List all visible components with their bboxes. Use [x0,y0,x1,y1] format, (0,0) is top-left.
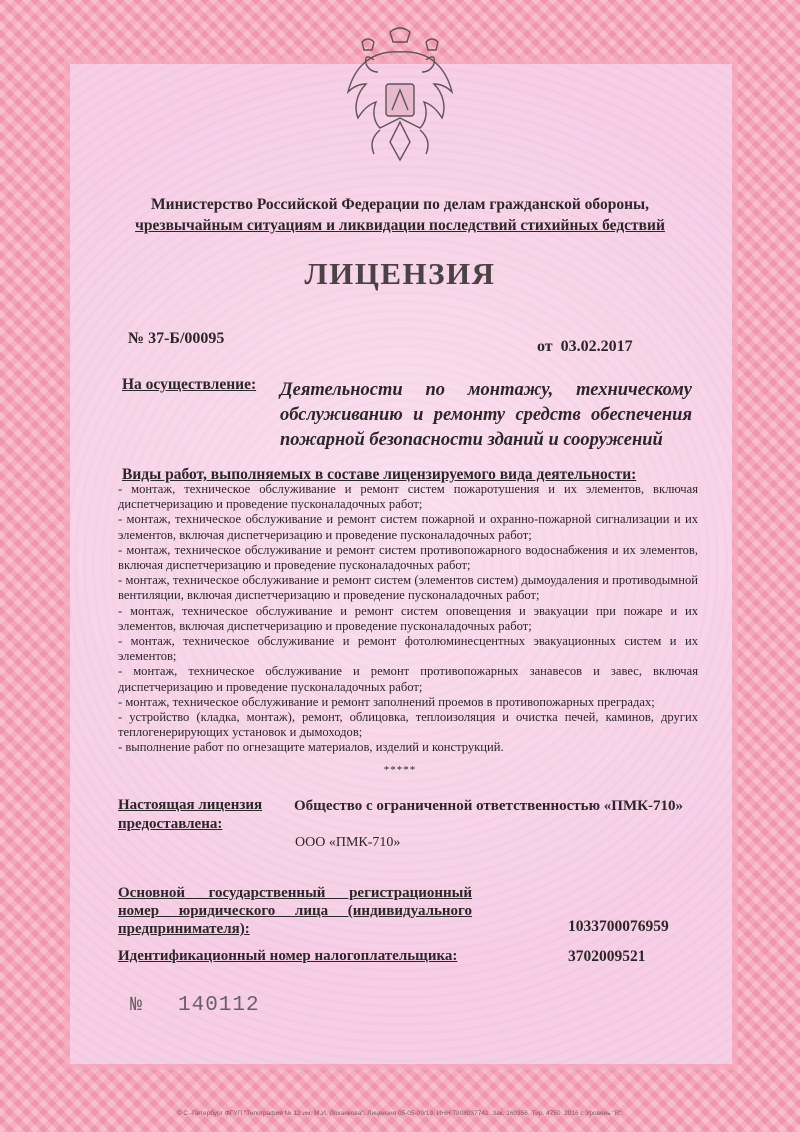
inn-value: 3702009521 [568,948,646,965]
list-item: - устройство (кладка, монтаж), ремонт, облицовка, теплоизоляция и очистка печей, каминов, других теплогенерирующих установок и дымоходов; [118,710,698,740]
activity-description: Деятельности по монтажу, техническому обслуживанию и ремонту средств обеспечения пожарной безопасности зданий и сооружений [280,380,692,450]
blank-serial-number: 140112 [178,994,260,1017]
issuing-authority [120,194,680,236]
ministry-line-2: чрезвычайным ситуациям и ликвидации последствий стихийных бедствий [135,217,665,234]
list-item: - монтаж, техническое обслуживание и ремонт фотолюминесцентных эвакуационных систем и их элементов; [118,634,698,664]
list-item: - монтаж, техническое обслуживание и ремонт систем противопожарного водоснабжения и их элементов, включая диспетчеризацию и проведение пусконаладочных работ; [118,542,698,573]
section-separator: ***** [383,764,417,776]
list-item: - монтаж, техническое обслуживание и ремонт систем пожаротушения и их элементов, включая диспетчеризацию и проведение пусконаладочных работ; [118,482,698,512]
inn-label: Идентификационный номер налогоплательщика: [118,948,458,964]
grantee-short-name: ООО «ПМК-710» [295,835,401,850]
grantee-full-name: Общество с ограниченной ответственностью «ПМК-710» [294,798,684,814]
list-item: - монтаж, техническое обслуживание и ремонт систем пожарной и охранно-пожарной сигнализации и их элементов, включая диспетчеризацию и проведение пусконаладочных работ; [118,512,698,542]
license-date-prefix: от [537,338,553,355]
ogrn-value: 1033700076959 [568,918,669,935]
works-heading: Виды работ, выполняемых в составе лицензируемого вида деятельности: [122,466,637,483]
list-item: - монтаж, техническое обслуживание и ремонт заполнений проемов в противопожарных преградах; [118,694,655,709]
works-list [118,482,698,756]
license-date-value: 03.02.2017 [560,338,633,355]
activity-label: На осуществление: [122,376,257,393]
list-item: - монтаж, техническое обслуживание и ремонт противопожарных занавесов и завес, включая диспетчеризацию и проведение пусконаладочных работ; [118,664,698,694]
printer-imprint: © С.-Петербург ФГУП "Типография № 12 им. М.И. Лоханкова". Лицензия 05-05-09/19. ИНН 7808037741. Зак. 160356. Тир. 4750. 2016 г. Уровень "В". [176,1110,624,1117]
list-item: - монтаж, техническое обслуживание и ремонт систем (элементов систем) дымоудаления и противодымной вентиляции, включая диспетчеризацию и проведение пусконаладочных работ; [118,573,698,603]
license-number: № 37-Б/00095 [128,330,225,347]
list-item: - выполнение работ по огнезащите материалов, изделий и конструкций. [118,740,504,755]
license-date [537,338,633,356]
grantee-label: Настоящая лицензия предоставлена: [118,797,263,832]
coat-of-arms-emblem-icon [340,22,460,172]
list-item: - монтаж, техническое обслуживание и ремонт систем оповещения и эвакуации при пожаре и их элементов, включая диспетчеризацию и проведение пусконаладочных работ; [118,603,698,633]
ogrn-label: Основной государственный регистрационный номер юридического лица (индивидуального предпринимателя): [118,885,472,937]
blank-number-sign: № [130,994,143,1017]
ministry-line-1: Министерство Российской Федерации по делам гражданской обороны, [151,196,649,213]
document-title: ЛИЦЕНЗИЯ [304,256,496,291]
